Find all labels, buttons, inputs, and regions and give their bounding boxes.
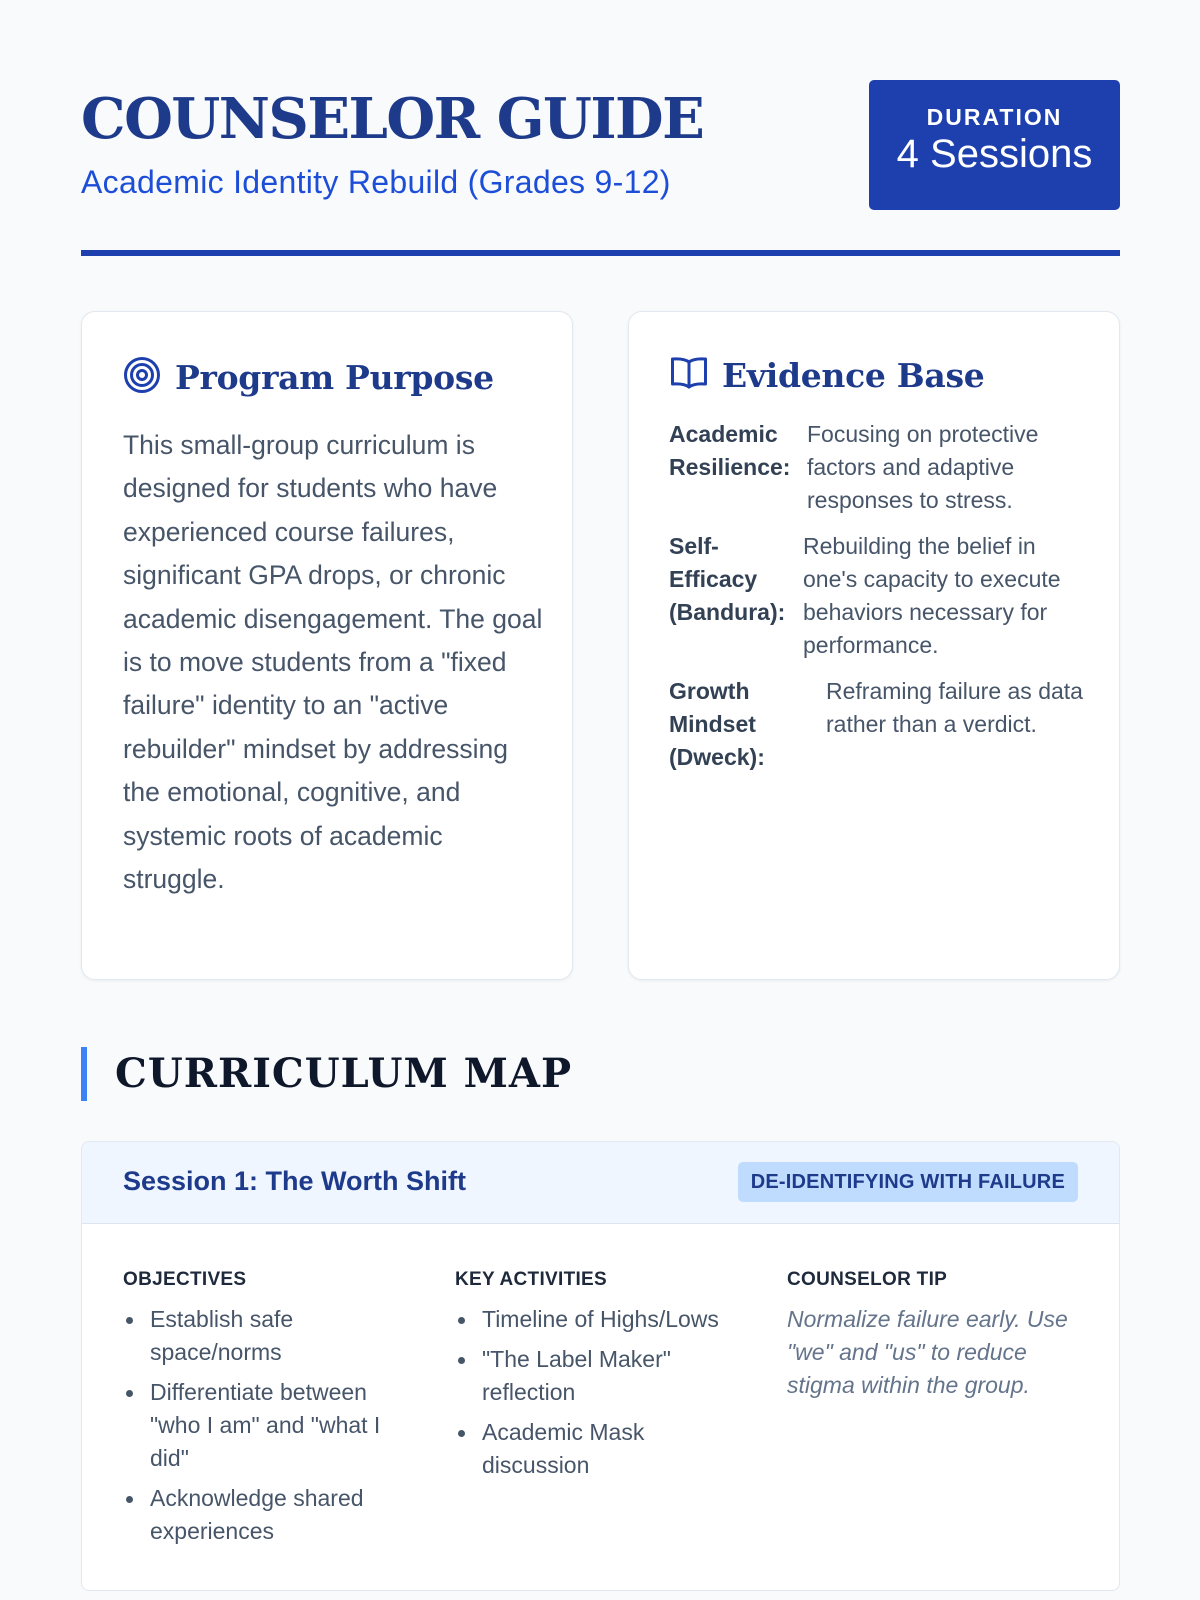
session-card — [81, 1141, 1120, 1591]
evidence-definition: Reframing failure as data rather than a verdict. — [826, 678, 1083, 737]
program-purpose-header — [123, 356, 494, 399]
evidence-list — [669, 418, 1089, 787]
duration-value: 4 Sessions — [896, 132, 1093, 176]
evidence-term: Growth Mindset (Dweck): — [669, 678, 765, 770]
evidence-definition: Focusing on protective factors and adaptive responses to stress. — [807, 421, 1039, 513]
counselor-tip-label: COUNSELOR TIP — [787, 1269, 948, 1290]
evidence-term: Self-Efficacy (Bandura): — [669, 533, 786, 625]
book-icon — [670, 356, 722, 395]
program-purpose-card — [81, 311, 573, 980]
list-item: Differentiate between "who I am" and "what I did" — [123, 1376, 413, 1475]
objectives-label: OBJECTIVES — [123, 1269, 247, 1290]
key-activities-column — [455, 1269, 745, 1489]
list-item: Timeline of Highs/Lows — [455, 1303, 745, 1336]
evidence-item — [669, 675, 1089, 774]
duration-label: DURATION — [926, 104, 1063, 130]
curriculum-map-heading: CURRICULUM MAP — [81, 1047, 572, 1101]
page-title: COUNSELOR GUIDE — [81, 86, 704, 152]
page-header — [81, 80, 1120, 256]
header-divider — [81, 250, 1120, 256]
key-activities-label: KEY ACTIVITIES — [455, 1269, 608, 1290]
evidence-base-card — [628, 311, 1120, 980]
counselor-tip-text: Normalize failure early. Use "we" and "us" to reduce stigma within the group. — [787, 1306, 1068, 1398]
evidence-base-header — [670, 356, 984, 395]
list-item: Establish safe space/norms — [123, 1303, 413, 1369]
objectives-list — [123, 1303, 413, 1548]
counselor-tip-column — [787, 1269, 1077, 1402]
list-item: Academic Mask discussion — [455, 1416, 745, 1482]
evidence-item — [669, 530, 1089, 662]
evidence-item — [669, 418, 1089, 517]
target-icon — [123, 356, 175, 399]
list-item: "The Label Maker" reflection — [455, 1343, 745, 1409]
evidence-definition: Rebuilding the belief in one's capacity to execute behaviors necessary for performance. — [803, 533, 1061, 658]
duration-box — [869, 80, 1120, 210]
session-focus-badge: DE-IDENTIFYING WITH FAILURE — [738, 1162, 1078, 1202]
key-activities-list — [455, 1303, 745, 1482]
program-purpose-text: This small-group curriculum is designed for students who have experienced course failures, significant GPA drops, or chronic academic disengagement. The goal is to move students from a "fixed failure" identity to an "active rebuilder" mindset by addressing the emotional, cognitive, and systemic roots of academic struggle. — [123, 430, 543, 895]
objectives-column — [123, 1269, 413, 1555]
program-purpose-title: Program Purpose — [175, 358, 494, 397]
page-subtitle: Academic Identity Rebuild (Grades 9-12) — [81, 164, 671, 200]
evidence-base-title: Evidence Base — [722, 356, 985, 395]
evidence-term: Academic Resilience: — [669, 421, 791, 480]
list-item: Acknowledge shared experiences — [123, 1482, 413, 1548]
session-title: Session 1: The Worth Shift — [123, 1166, 467, 1196]
session-header — [82, 1142, 1119, 1224]
